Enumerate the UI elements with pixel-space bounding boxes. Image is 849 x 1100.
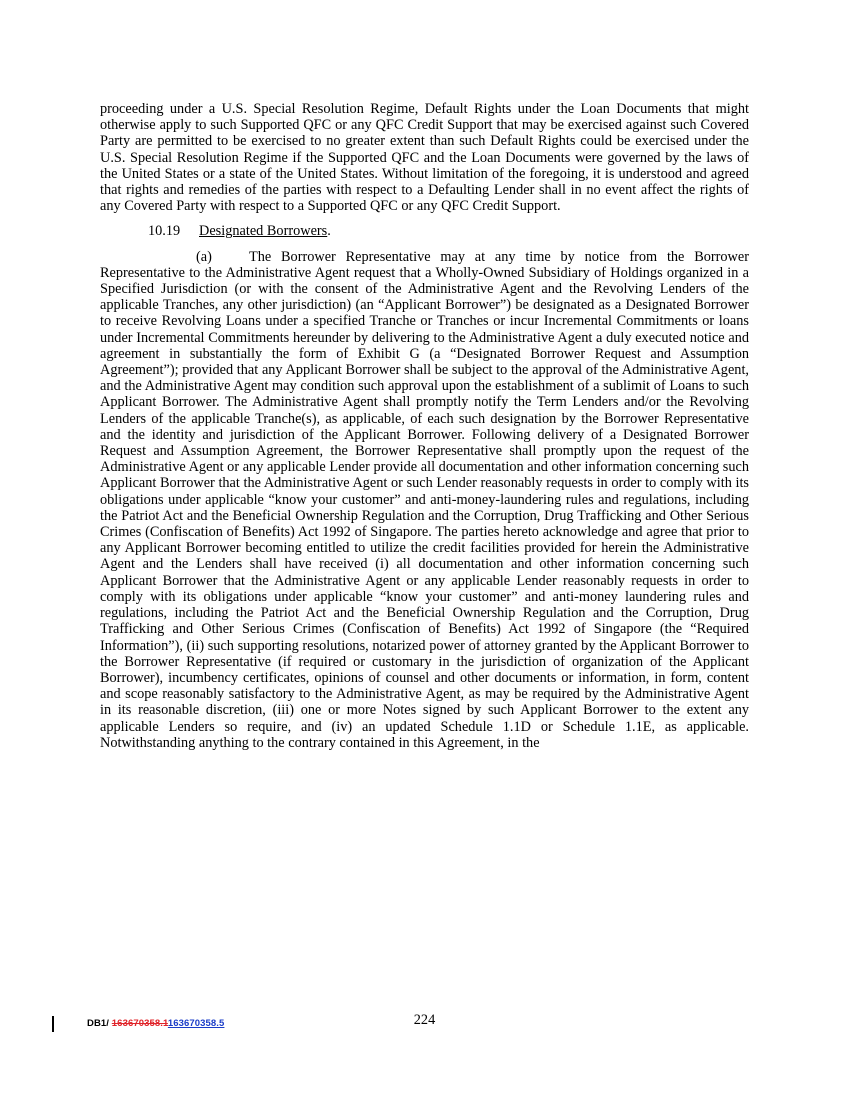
docid-prefix: DB1/ xyxy=(87,1018,112,1029)
section-title-suffix: . xyxy=(327,223,331,240)
continuation-paragraph: proceeding under a U.S. Special Resolution Regime, Default Rights under the Loan Documents that might otherwise apply to such Supported QFC or any QFC Credit Support that may be exercised against such Covered Party are permitted to be exercised to no greater extent than such Default Rights could be exercised under the U.S. Special Resolution Regime if the Supported QFC and the Loan Documents were governed by the laws of the United States or a state of the United States. Without limitation of the foregoing, it is understood and agreed that rights and remedies of the parties with respect to a Defaulting Lender shall in no event affect the rights of any Covered Party with respect to a Supported QFC or any QFC Credit Support. xyxy=(100,101,749,215)
page-number: 224 xyxy=(413,1012,436,1028)
page-footer xyxy=(0,1012,849,1036)
paragraph-a-text: The Borrower Representative may at any time by notice from the Borrower Representative to the Administrative Agent request that a Wholly-Owned Subsidiary of Holdings organized in a Specified Jurisdiction (or with the consent of the Administrative Agent and the Revolving Lenders of the applicable Tranches, any other jurisdiction) (an “Applicant Borrower”) be designated as a Designated Borrower to receive Revolving Loans under a specified Tranche or Tranches or incur Incremental Commitments or loans under Incremental Commitments hereunder by delivering to the Administrative Agent a duly executed notice and agreement in substantially the form of Exhibit G (a “Designated Borrower Request and Assumption Agreement”); provided that any Applicant Borrower shall be subject to the approval of the Administrative Agent, and the Administrative Agent may condition such approval upon the establishment of a sublimit of Loans to such Applicant Borrower. The Administrative Agent shall promptly notify the Term Lenders and/or the Revolving Lenders of the applicable Tranche(s), as applicable, of each such designation by the Borrower Representative and the identity and jurisdiction of the Applicant Borrower. Following delivery of a Designated Borrower Request and Assumption Agreement, the Borrower Representative shall promptly upon the request of the Administrative Agent or any applicable Lender provide all documentation and other information concerning such Applicant Borrower that the Administrative Agent or such Lender reasonably requests in order to comply with its obligations under applicable “know your customer” and anti-money-laundering rules and regulations, including the Patriot Act and the Beneficial Ownership Regulation and the Corruption, Drug Trafficking and Other Serious Crimes (Confiscation of Benefits) Act 1992 of Singapore. The parties hereto acknowledge and agree that prior to any Applicant Borrower becoming entitled to utilize the credit facilities provided for herein the Administrative Agent and the Lenders shall have received (i) all documentation and other information concerning such Applicant Borrower that the Administrative Agent or any applicable Lender reasonably requests in order to comply with its obligations under applicable “know your customer” and anti-money laundering rules and regulations, including the Patriot Act and the Beneficial Ownership Regulation and the Corruption, Drug Trafficking and Other Serious Crimes (Confiscation of Benefits) Act 1992 of Singapore (the “Required Information”), (ii) such supporting resolutions, notarized power of attorney granted by the Applicant Borrower to the Borrower Representative (if required or customary in the jurisdiction of organization of the Applicant Borrower), incumbency certificates, opinions of counsel and other documents or information, in form, content and scope reasonably satisfactory to the Administrative Agent, as may be required by the Administrative Agent in its reasonable discretion, (iii) one or more Notes signed by such Applicant Borrower to the extent any applicable Lenders so require, and (iv) an updated Schedule 1.1D or Schedule 1.1E, as applicable. Notwithstanding anything to the contrary contained in this Agreement, in the xyxy=(100,248,749,751)
document-page xyxy=(100,101,749,751)
paragraph-a xyxy=(100,249,749,751)
section-heading xyxy=(148,223,749,239)
section-number: 10.19 xyxy=(148,223,181,240)
paragraph-a-label: (a) xyxy=(196,248,212,265)
docid-deleted: 163670358.1 xyxy=(111,1018,168,1029)
section-title: Designated Borrowers xyxy=(199,223,328,240)
docid-inserted: 163670358.5 xyxy=(167,1018,225,1029)
